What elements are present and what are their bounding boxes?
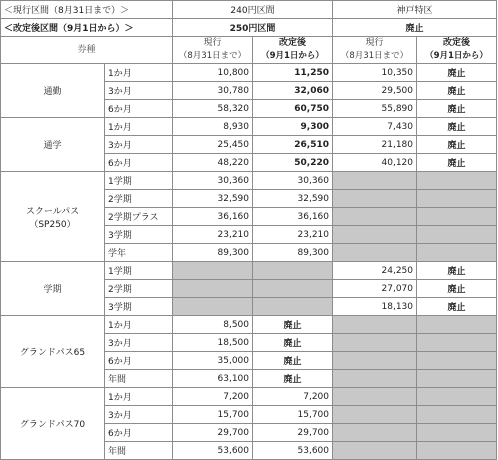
unavailable-cell (417, 190, 497, 208)
period-cell: 1学期 (105, 262, 173, 280)
unavailable-cell (417, 334, 497, 352)
zone-current-fare: 15,700 (173, 406, 253, 424)
header-row-current (1, 1, 497, 19)
unavailable-cell (417, 208, 497, 226)
period-cell: 6か月 (105, 352, 173, 370)
category-name: グランドパス70 (19, 420, 86, 430)
period-cell: 3か月 (105, 136, 173, 154)
kobe-current-fare: 10,350 (333, 64, 417, 82)
zone-current-fare: 29,700 (173, 424, 253, 442)
unavailable-cell (333, 316, 417, 334)
unavailable-cell (417, 442, 497, 460)
zone-current-fare: 58,320 (173, 100, 253, 118)
zone-current-fare: 35,000 (173, 352, 253, 370)
zone-revised-fare: 廃止 (253, 370, 333, 388)
category-name: 学期 (43, 285, 62, 295)
category-name: 通勤 (43, 87, 62, 97)
column-header-row (1, 37, 497, 64)
kobe-current-fare: 7,430 (333, 118, 417, 136)
unavailable-cell (333, 370, 417, 388)
zone-revised-fare: 15,700 (253, 406, 333, 424)
unavailable-cell (333, 226, 417, 244)
header-row-revised (1, 19, 497, 37)
revised-section-label: ＜改定後区間（9月1日から）＞ (1, 19, 173, 37)
kobe-revised-fare: 廃止 (417, 118, 497, 136)
unavailable-cell (333, 352, 417, 370)
unavailable-cell (333, 388, 417, 406)
unavailable-cell (253, 262, 333, 280)
category-cell (1, 172, 105, 262)
zone-current-fare: 8,500 (173, 316, 253, 334)
period-cell: 1か月 (105, 388, 173, 406)
fare-row (1, 172, 497, 190)
zone-current-fare: 10,800 (173, 64, 253, 82)
unavailable-cell (417, 370, 497, 388)
zone-current-fare: 30,780 (173, 82, 253, 100)
ticket-type-header: 券種 (1, 37, 173, 64)
kobe-revised-fare: 廃止 (417, 262, 497, 280)
zone-revised-fare: 7,200 (253, 388, 333, 406)
kobe-revised-header: 廃止 (333, 19, 497, 37)
unavailable-cell (173, 298, 253, 316)
zone-current-fare: 8,930 (173, 118, 253, 136)
period-cell: 1か月 (105, 316, 173, 334)
fare-row (1, 316, 497, 334)
unavailable-cell (333, 406, 417, 424)
zone-revised-fare: 89,300 (253, 244, 333, 262)
kobe-current-fare: 24,250 (333, 262, 417, 280)
unavailable-cell (333, 208, 417, 226)
period-cell: 3学期 (105, 226, 173, 244)
unavailable-cell (417, 406, 497, 424)
zone-revised-fare: 29,700 (253, 424, 333, 442)
unavailable-cell (333, 190, 417, 208)
category-name: 通学 (43, 141, 62, 151)
zone-revised-label: 改定後 (278, 38, 306, 48)
period-cell: 3学期 (105, 298, 173, 316)
kobe-revised-fare: 廃止 (417, 298, 497, 316)
unavailable-cell (417, 352, 497, 370)
zone-revised-fare: 11,250 (253, 64, 333, 82)
kobe-revised-date: （9月1日から） (425, 51, 488, 61)
zone-revised-fare: 廃止 (253, 352, 333, 370)
kobe-current-date: （8月31日まで） (340, 51, 409, 61)
period-cell: 1か月 (105, 118, 173, 136)
zone-revised-fare: 廃止 (253, 316, 333, 334)
fare-row (1, 262, 497, 280)
zone-current-date: （8月31日まで） (178, 51, 247, 61)
zone-current-fare: 63,100 (173, 370, 253, 388)
zone-revised-fare: 26,510 (253, 136, 333, 154)
kobe-current-label: 現行 (365, 38, 384, 48)
unavailable-cell (333, 424, 417, 442)
kobe-current-fare: 21,180 (333, 136, 417, 154)
zone-revised-fare: 廃止 (253, 334, 333, 352)
kobe-current-fare: 40,120 (333, 154, 417, 172)
zone-revised-fare: 53,600 (253, 442, 333, 460)
zone-current-fare: 36,160 (173, 208, 253, 226)
zone-current-header (173, 37, 253, 64)
kobe-revised-fare: 廃止 (417, 64, 497, 82)
kobe-revised-fare: 廃止 (417, 100, 497, 118)
fare-row (1, 64, 497, 82)
period-cell: 2学期プラス (105, 208, 173, 226)
zone-current-fare: 30,360 (173, 172, 253, 190)
category-subname: （SP250） (29, 219, 76, 230)
period-cell: 3か月 (105, 82, 173, 100)
period-cell: 6か月 (105, 424, 173, 442)
zone-revised-fare: 50,220 (253, 154, 333, 172)
fare-row (1, 118, 497, 136)
kobe-current-fare: 27,070 (333, 280, 417, 298)
fare-row (1, 388, 497, 406)
unavailable-cell (173, 280, 253, 298)
unavailable-cell (417, 316, 497, 334)
zone-current-fare: 25,450 (173, 136, 253, 154)
category-cell (1, 262, 105, 316)
unavailable-cell (253, 280, 333, 298)
zone-current-fare: 18,500 (173, 334, 253, 352)
category-name: グランドパス65 (19, 348, 86, 358)
unavailable-cell (253, 298, 333, 316)
zone-revised-fare: 32,060 (253, 82, 333, 100)
zone240-header: 240円区間 (173, 1, 333, 19)
zone-revised-fare: 36,160 (253, 208, 333, 226)
kobe-revised-fare: 廃止 (417, 154, 497, 172)
zone-revised-fare: 30,360 (253, 172, 333, 190)
kobe-revised-fare: 廃止 (417, 280, 497, 298)
unavailable-cell (417, 226, 497, 244)
period-cell: 年間 (105, 370, 173, 388)
zone-current-fare: 7,200 (173, 388, 253, 406)
unavailable-cell (417, 244, 497, 262)
category-cell (1, 118, 105, 172)
kobe-current-fare: 55,890 (333, 100, 417, 118)
period-cell: 2学期 (105, 190, 173, 208)
zone-revised-fare: 9,300 (253, 118, 333, 136)
unavailable-cell (417, 388, 497, 406)
period-cell: 1か月 (105, 64, 173, 82)
period-cell: 1学期 (105, 172, 173, 190)
kobe-revised-fare: 廃止 (417, 136, 497, 154)
category-cell (1, 388, 105, 460)
zone-revised-fare: 23,210 (253, 226, 333, 244)
zone-current-fare: 32,590 (173, 190, 253, 208)
period-cell: 6か月 (105, 100, 173, 118)
zone-current-label: 現行 (203, 38, 222, 48)
unavailable-cell (333, 244, 417, 262)
period-cell: 3か月 (105, 406, 173, 424)
category-cell (1, 64, 105, 118)
current-section-label: ＜現行区間（8月31日まで）＞ (1, 1, 173, 19)
zone-revised-header (253, 37, 333, 64)
zone-current-fare: 48,220 (173, 154, 253, 172)
kobe-revised-label: 改定後 (443, 38, 471, 48)
kobe-header: 神戸特区 (333, 1, 497, 19)
unavailable-cell (417, 424, 497, 442)
kobe-current-header (333, 37, 417, 64)
category-name: スクールパス (25, 206, 80, 217)
period-cell: 3か月 (105, 334, 173, 352)
kobe-current-fare: 18,130 (333, 298, 417, 316)
unavailable-cell (333, 442, 417, 460)
zone-revised-date: （9月1日から） (261, 51, 324, 61)
zone-revised-fare: 60,750 (253, 100, 333, 118)
zone-current-fare: 23,210 (173, 226, 253, 244)
kobe-revised-col-header (417, 37, 497, 64)
unavailable-cell (173, 262, 253, 280)
unavailable-cell (417, 172, 497, 190)
unavailable-cell (333, 172, 417, 190)
category-cell (1, 316, 105, 388)
unavailable-cell (333, 334, 417, 352)
zone-revised-fare: 32,590 (253, 190, 333, 208)
period-cell: 学年 (105, 244, 173, 262)
zone-current-fare: 53,600 (173, 442, 253, 460)
zone-current-fare: 89,300 (173, 244, 253, 262)
zone250-header: 250円区間 (173, 19, 333, 37)
kobe-current-fare: 29,500 (333, 82, 417, 100)
period-cell: 年間 (105, 442, 173, 460)
period-cell: 2学期 (105, 280, 173, 298)
period-cell: 6か月 (105, 154, 173, 172)
kobe-revised-fare: 廃止 (417, 82, 497, 100)
